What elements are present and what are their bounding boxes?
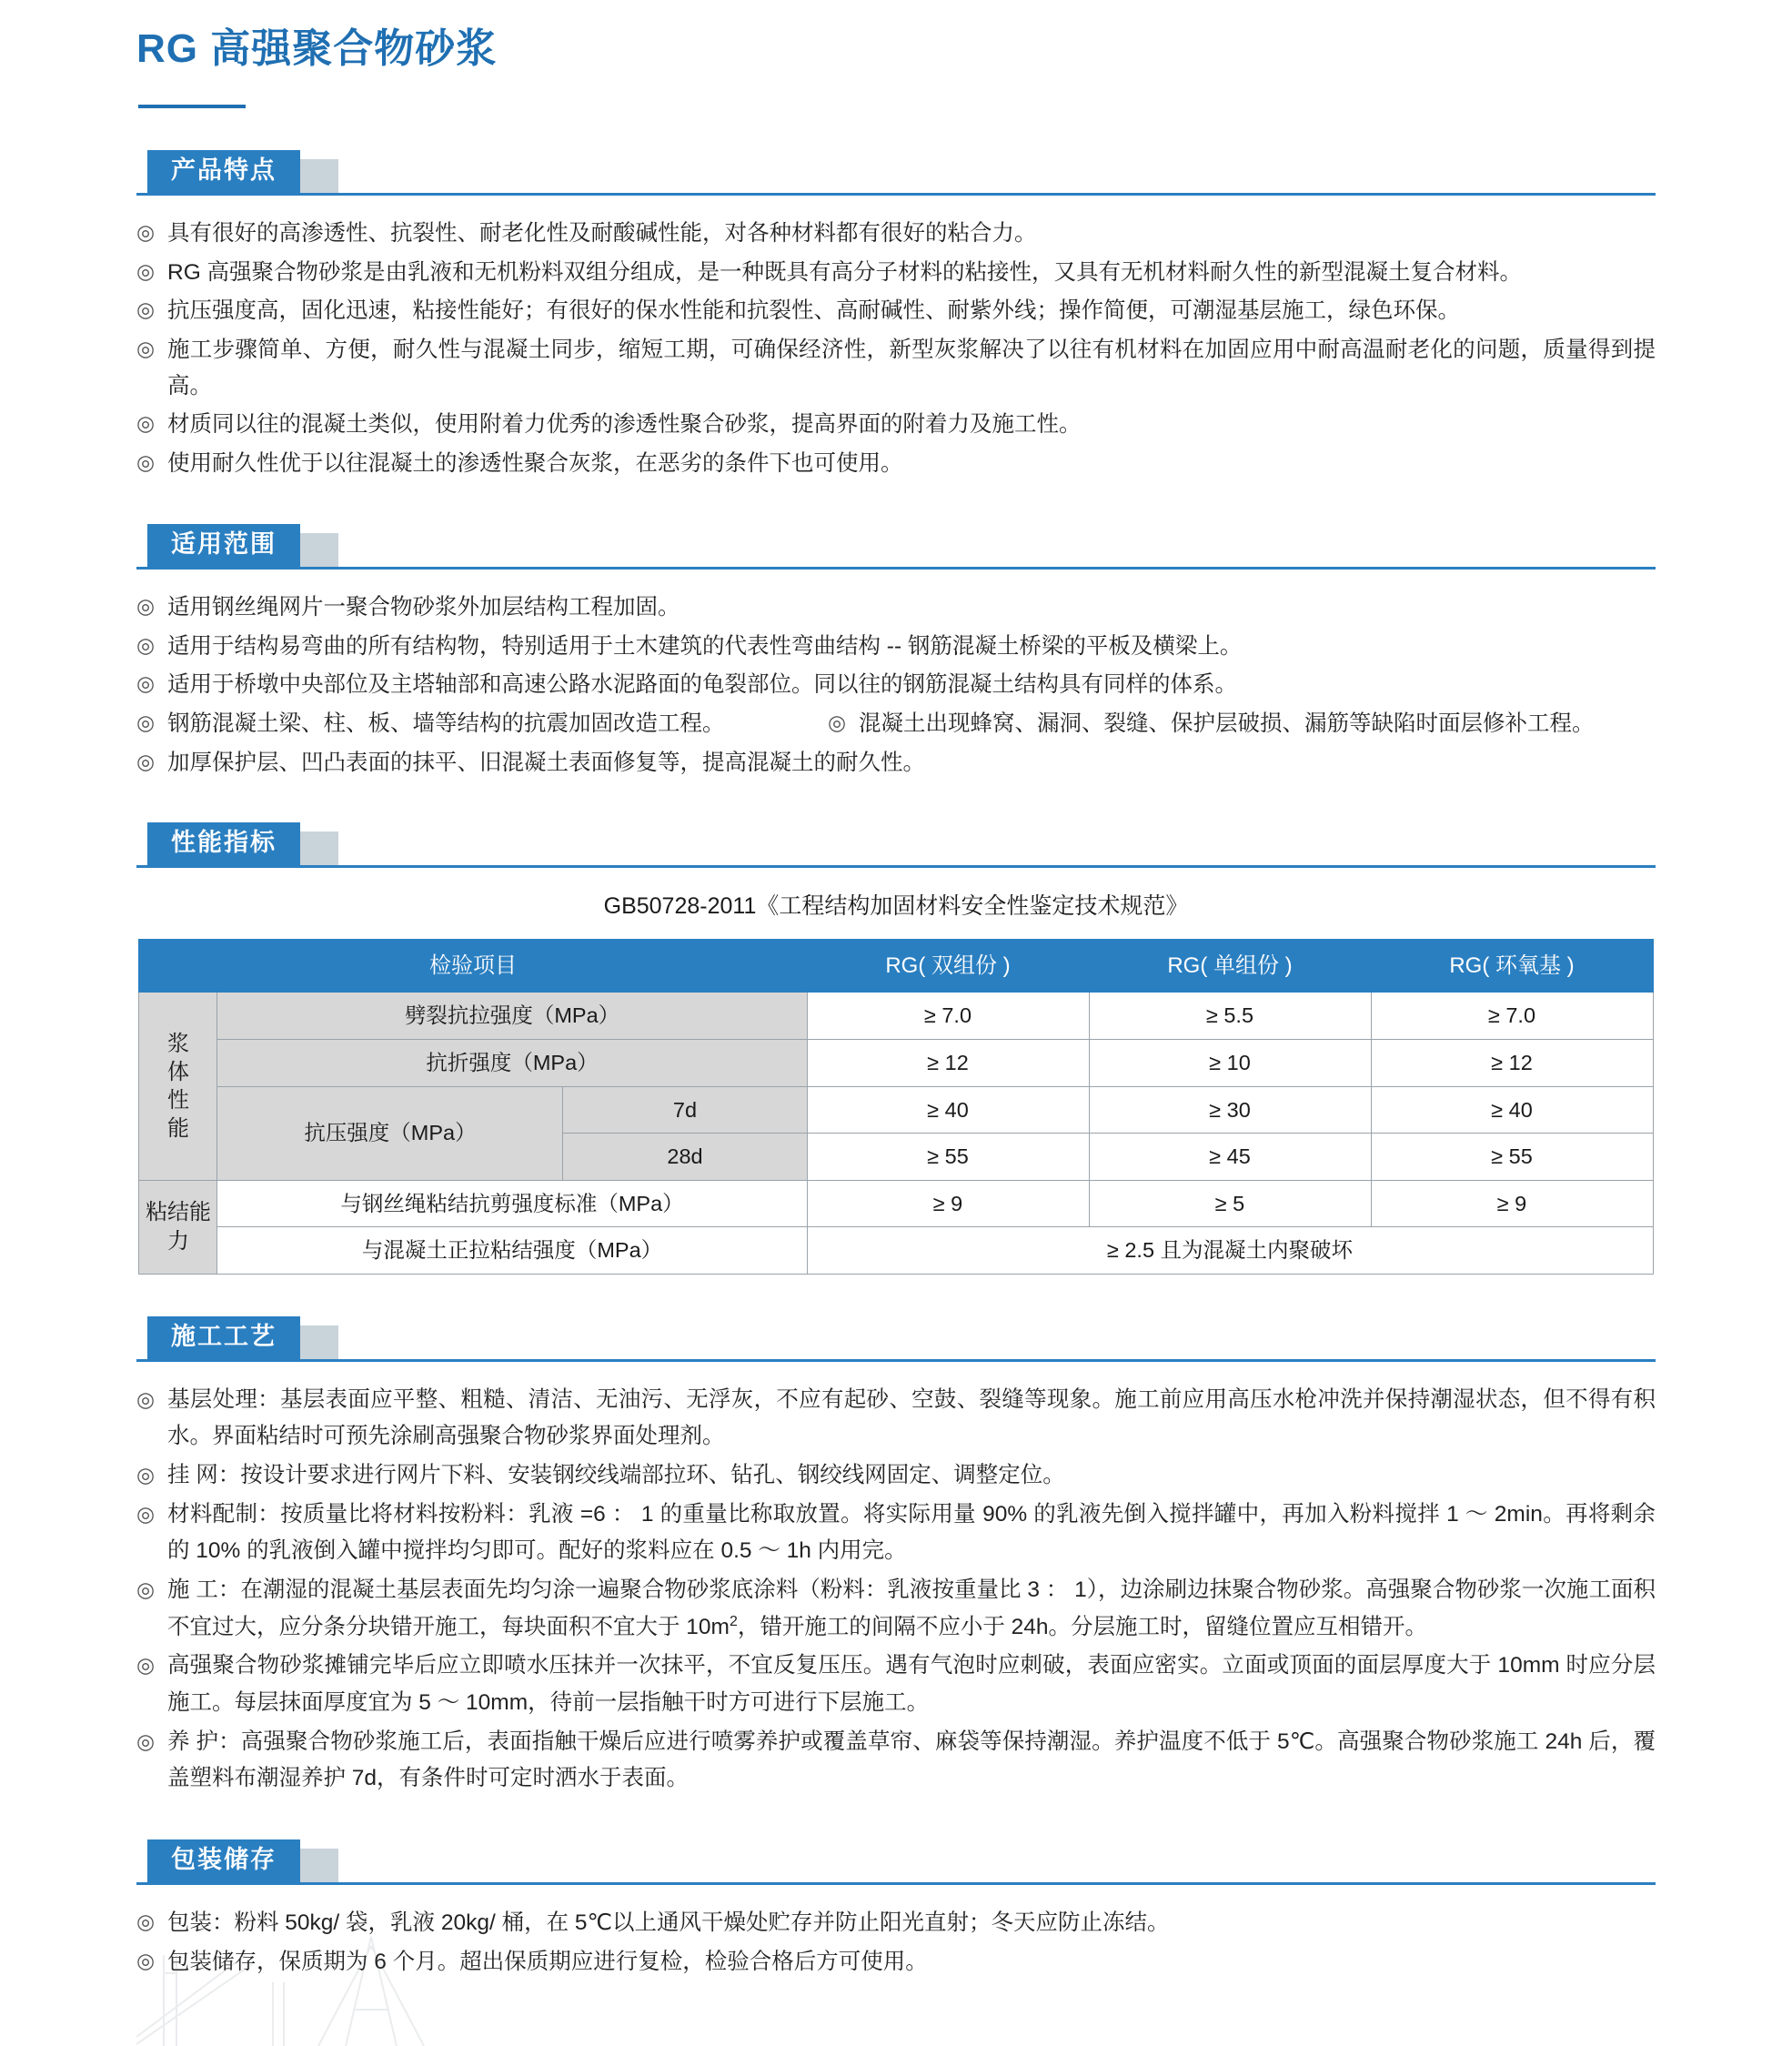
section-header <box>136 822 1656 868</box>
section-header-baseline <box>136 567 1656 569</box>
list-item: ◎ 施 工：在潮湿的混凝土基层表面先均匀涂一遍聚合物砂浆底涂料（粉料：乳液按重量比 3 ： 1），边涂刷边抹聚合物砂浆。高强聚合物砂浆一次施工面积不宜过大，应分条分块错开施工，每块面积不宜大于 $10m^2$，错开施工的间隔不应小于 24h。分层施工时，留缝位置应互相错开。 <box>136 1572 1656 1646</box>
row-group-label-paste: 浆 体 性 能 <box>139 993 217 1180</box>
features-list <box>136 216 1656 482</box>
table-cell-value: ≥ 7.0 <box>1371 993 1653 1040</box>
table-cell-subitem: 7d <box>563 1086 807 1134</box>
section-title-features: 产品特点 <box>147 150 300 193</box>
table-cell-value: ≥ 5 <box>1089 1180 1371 1227</box>
table-row <box>139 993 1653 1040</box>
table-header-cell: RG( 环氧基 ) <box>1371 940 1653 993</box>
list-item: ◎ 材质同以往的混凝土类似，使用附着力优秀的渗透性聚合砂浆，提高界面的附着力及施工性。 <box>136 407 1656 443</box>
section-header <box>136 1316 1656 1362</box>
title-block <box>0 0 1792 108</box>
table-cell-value: ≥ 30 <box>1089 1086 1371 1134</box>
list-item: ◎ 适用于桥墩中央部位及主塔轴部和高速公路水泥路面的龟裂部位。同以往的钢筋混凝土结构具有同样的体系。 <box>136 667 1656 703</box>
table-cell-subitem: 28d <box>563 1134 807 1181</box>
section-header <box>136 524 1656 569</box>
section-title-packaging: 包装储存 <box>147 1839 300 1882</box>
table-cell-value: ≥ 40 <box>807 1086 1089 1134</box>
section-header-baseline <box>136 865 1656 868</box>
table-cell-item: 与混凝土正拉粘结强度（MPa） <box>217 1227 807 1275</box>
table-cell-item: 劈裂抗拉强度（MPa） <box>217 993 807 1040</box>
table-cell-value-merged: ≥ 2.5 且为混凝土内聚破坏 <box>807 1227 1653 1275</box>
table-cell-value: ≥ 12 <box>807 1039 1089 1086</box>
section-header-baseline <box>136 1359 1656 1362</box>
section-performance-index <box>0 822 1792 1274</box>
table-row <box>139 1039 1653 1086</box>
list-item: ◎ 加厚保护层、凹凸表面的抹平、旧混凝土表面修复等，提高混凝土的耐久性。 <box>136 745 1656 781</box>
section-application-scope <box>0 524 1792 781</box>
table-row <box>139 1180 1653 1227</box>
list-item: ◎ 高强聚合物砂浆摊铺完毕后应立即喷水压抹并一次抹平，不宜反复压压。遇有气泡时应刺破，表面应密实。立面或顶面的面层厚度大于 10mm 时应分层施工。每层抹面厚度宜为 5 ～ 10mm，待前一层指触干时方可进行下层施工。 <box>136 1648 1656 1721</box>
table-cell-item: 抗折强度（MPa） <box>217 1039 807 1086</box>
list-item: ◎ RG 高强聚合物砂浆是由乳液和无机粉料双组分组成，是一种既具有高分子材料的粘接性，又具有无机材料耐久性的新型混凝土复合材料。 <box>136 255 1656 291</box>
table-row <box>139 1227 1653 1275</box>
table-row <box>139 1086 1653 1134</box>
list-item: ◎ 养 护：高强聚合物砂浆施工后，表面指触干燥后应进行喷雾养护或覆盖草帘、麻袋等保持潮湿。养护温度不低于 5℃。高强聚合物砂浆施工 24h 后，覆盖塑料布潮湿养护 7d，有条件时可定时洒水于表面。 <box>136 1724 1656 1798</box>
bottom-spacer <box>0 1982 1792 2037</box>
page-title: RG 高强聚合物砂浆 <box>136 26 498 71</box>
list-item-pair <box>136 706 1656 745</box>
table-cell-value: ≥ 45 <box>1089 1134 1371 1181</box>
table-caption: GB50728-2011《工程结构加固材料安全性鉴定技术规范》 <box>603 893 1189 920</box>
section-title-process: 施工工艺 <box>147 1316 300 1359</box>
list-item: ◎ 材料配制：按质量比将材料按粉料：乳液 =6 ： 1 的重量比称取放置。将实际用量 90% 的乳液先倒入搅拌罐中，再加入粉料搅拌 1 ～ 2min。再将剩余的 10% 的乳液倒入罐中搅拌均匀即可。配好的浆料应在 0.5 ～ 1h 内用完。 <box>136 1497 1656 1570</box>
table-header-cell: RG( 双组份 ) <box>807 940 1089 993</box>
section-header <box>136 150 1656 196</box>
list-item: ◎ 施工步骤简单、方便，耐久性与混凝土同步，缩短工期，可确保经济性，新型灰浆解决了以往有机材料在加固应用中耐高温耐老化的问题，质量得到提高。 <box>136 332 1656 404</box>
section-title-scope: 适用范围 <box>147 524 300 567</box>
list-item: ◎ 挂 网：按设计要求进行网片下料、安装钢绞线端部拉环、钻孔、钢绞线网固定、调整定位。 <box>136 1457 1656 1495</box>
scope-list <box>136 590 1656 781</box>
list-item: ◎ 钢筋混凝土梁、柱、板、墙等结构的抗震加固改造工程。 <box>136 706 828 742</box>
packaging-list <box>136 1905 1656 1980</box>
list-item: ◎ 基层处理：基层表面应平整、粗糙、清洁、无油污、无浮灰，不应有起砂、空鼓、裂缝等现象。施工前应用高压水枪冲洗并保持潮湿状态，但不得有积水。界面粘结时可预先涂刷高强聚合物砂浆界面处理剂。 <box>136 1382 1656 1456</box>
section-product-features <box>0 150 1792 482</box>
table-header-cell: RG( 单组份 ) <box>1089 940 1371 993</box>
table-cell-value: ≥ 9 <box>807 1180 1089 1227</box>
section-title-performance: 性能指标 <box>147 822 300 865</box>
table-cell-value: ≥ 7.0 <box>807 993 1089 1040</box>
list-item: ◎ 使用耐久性优于以往混凝土的渗透性聚合灰浆，在恶劣的条件下也可使用。 <box>136 446 1656 482</box>
table-cell-value: ≥ 55 <box>807 1134 1089 1181</box>
table-cell-item: 与钢丝绳粘结抗剪强度标准（MPa） <box>217 1180 807 1227</box>
table-cell-value: ≥ 5.5 <box>1089 993 1371 1040</box>
table-cell-value: ≥ 55 <box>1371 1134 1653 1181</box>
list-item: ◎ 具有很好的高渗透性、抗裂性、耐老化性及耐酸碱性能，对各种材料都有很好的粘合力。 <box>136 216 1656 252</box>
list-item: ◎ 混凝土出现蜂窝、漏洞、裂缝、保护层破损、漏筋等缺陷时面层修补工程。 <box>828 706 1656 742</box>
section-construction-process <box>0 1316 1792 1798</box>
list-item: ◎ 适用钢丝绳网片一聚合物砂浆外加层结构工程加固。 <box>136 590 1656 626</box>
list-item: ◎ 适用于结构易弯曲的所有结构物，特别适用于土木建筑的代表性弯曲结构 -- 钢筋混凝土桥梁的平板及横梁上。 <box>136 629 1656 665</box>
title-underline <box>138 105 246 108</box>
list-item: ◎ 包装：粉料 50kg/ 袋，乳液 20kg/ 桶，在 5℃以上通风干燥处贮存并防止阳光直射；冬天应防止冻结。 <box>136 1905 1656 1941</box>
section-header <box>136 1839 1656 1885</box>
table-header-row <box>139 940 1653 993</box>
table-cell-value: ≥ 9 <box>1371 1180 1653 1227</box>
section-header-baseline <box>136 193 1656 196</box>
row-group-label-bond: 粘结能 力 <box>139 1180 217 1274</box>
table-cell-value: ≥ 10 <box>1089 1039 1371 1086</box>
table-cell-item: 抗压强度（MPa） <box>217 1086 563 1180</box>
table-cell-value: ≥ 12 <box>1371 1039 1653 1086</box>
section-packaging-storage <box>0 1839 1792 1980</box>
list-item: ◎ 包装储存，保质期为 6 个月。超出保质期应进行复检，检验合格后方可使用。 <box>136 1944 1656 1980</box>
list-item: ◎ 抗压强度高，固化迅速，粘接性能好；有很好的保水性能和抗裂性、高耐碱性、耐紫外线；操作简便，可潮湿基层施工，绿色环保。 <box>136 293 1656 329</box>
table-header-cell: 检验项目 <box>139 940 807 993</box>
section-header-baseline <box>136 1882 1656 1885</box>
process-list <box>136 1382 1656 1798</box>
table-cell-value: ≥ 40 <box>1371 1086 1653 1134</box>
performance-table <box>138 939 1653 1274</box>
